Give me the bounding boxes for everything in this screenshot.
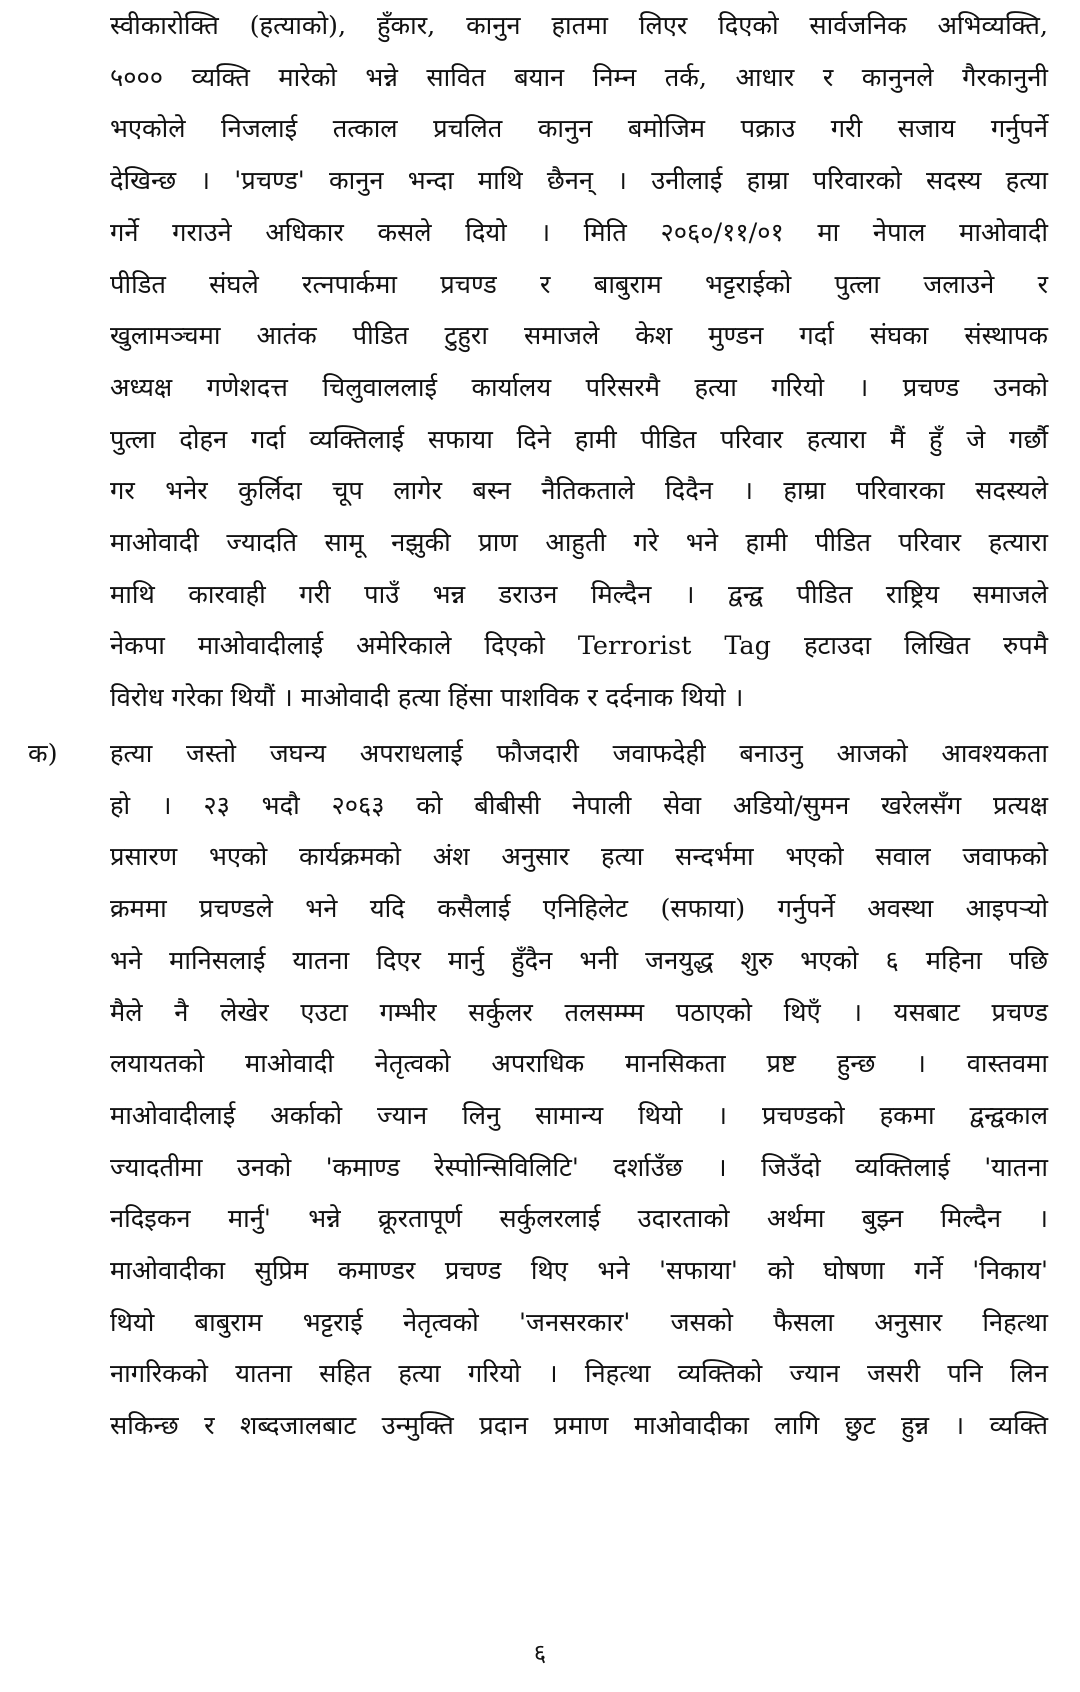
text-line: देखिन्छ । 'प्रचण्ड' कानुन भन्दा माथि छैनन् । उनीलाई हाम्रा परिवारको सदस्य हत्या <box>110 166 1048 197</box>
text-line: गर्ने गराउने अधिकार कसले दियो । मिति २०६०/११/०१ मा नेपाल माओवादी <box>110 217 1048 248</box>
paragraph-continued <box>110 6 1048 730</box>
text-line: भएकोले निजलाई तत्काल प्रचलित कानुन बमोजिम पक्राउ गरी सजाय गर्नुपर्ने <box>110 114 1048 145</box>
text-line: क्रममा प्रचण्डले भने यदि कसैलाई एनिहिलेट (सफाया) गर्नुपर्ने अवस्था आइपऱ्यो <box>110 894 1048 925</box>
text-line: माओवादी ज्यादति सामू नझुकी प्राण आहुती गरे भने हामी पीडित परिवार हत्यारा <box>110 528 1048 558</box>
text-line: थियो बाबुराम भट्टराई नेतृत्वको 'जनसरकार' जसको फैसला अनुसार निहत्था <box>110 1307 1048 1338</box>
text-line: प्रसारण भएको कार्यक्रमको अंश अनुसार हत्या सन्दर्भमा भएको सवाल जवाफको <box>110 842 1048 873</box>
text-line: माथि कारवाही गरी पाउँ भन्न डराउन मिल्दैन । द्वन्द्व पीडित राष्ट्रिय समाजले <box>110 579 1048 610</box>
text-line: स्वीकारोक्ति (हत्याको), हुँकार, कानुन हातमा लिएर दिएको सार्वजनिक अभिव्यक्ति, <box>110 11 1048 41</box>
text-line: विरोध गरेका थियौं । माओवादी हत्या हिंसा पाशविक र दर्दनाक थियो । <box>110 683 744 714</box>
text-line: पुत्ला दोहन गर्दा व्यक्तिलाई सफाया दिने हामी पीडित परिवार हत्यारा मैं हुँ जे गर्छौ <box>110 424 1048 455</box>
text-line: सकिन्छ र शब्दजालबाट उन्मुक्ति प्रदान प्रमाण माओवादीका लागि छुट हुन्न । व्यक्ति <box>110 1411 1048 1442</box>
text-line: खुलामञ्चमा आतंक पीडित टुहुरा समाजले केश मुण्डन गर्दा संघका संस्थापक <box>110 321 1048 352</box>
text-line: माओवादीका सुप्रिम कमाण्डर प्रचण्ड थिए भने 'सफाया' को घोषणा गर्ने 'निकाय' <box>110 1256 1048 1286</box>
text-line: ज्यादतीमा उनको 'कमाण्ड रेस्पोन्सिविलिटि' दर्शाउँछ । जिउँदो व्यक्तिलाई 'यातना <box>110 1152 1048 1183</box>
text-line: हत्या जस्तो जघन्य अपराधलाई फौजदारी जवाफदेही बनाउनु आजको आवश्यकता <box>110 739 1048 769</box>
text-line: गर भनेर कुर्लिदा चूप लागेर बस्न नैतिकताले दिदैन । हाम्रा परिवारका सदस्यले <box>110 476 1048 507</box>
paragraph-item-ka <box>110 734 1048 1458</box>
list-marker-ka: क) <box>28 739 58 769</box>
text-line: नेकपा माओवादीलाई अमेरिकाले दिएको Terrorist Tag हटाउदा लिखित रुपमै <box>110 631 1048 662</box>
page-number: ६ <box>533 1639 547 1667</box>
text-line: मैले नै लेखेर एउटा गम्भीर सर्कुलर तलसम्म्म पठाएको थिएँ । यसबाट प्रचण्ड <box>110 997 1048 1028</box>
text-line: नदिइकन मार्नु' भन्ने क्रूरतापूर्ण सर्कुलरलाई उदारताको अर्थमा बुझ्न मिल्दैन । <box>110 1204 1048 1235</box>
text-line: भने मानिसलाई यातना दिएर मार्नु हुँदैन भनी जनयुद्ध शुरु भएको ६ महिना पछि <box>110 945 1048 976</box>
text-line: नागरिकको यातना सहित हत्या गरियो । निहत्था व्यक्तिको ज्यान जसरी पनि लिन <box>110 1359 1048 1390</box>
text-line: माओवादीलाई अर्काको ज्यान लिनु सामान्य थियो । प्रचण्डको हकमा द्वन्द्वकाल <box>110 1100 1048 1131</box>
text-line: ५००० व्यक्ति मारेको भन्ने सावित बयान निम्न तर्क, आधार र कानुनले गैरकानुनी <box>110 62 1048 93</box>
text-line: पीडित संघले रत्नपार्कमा प्रचण्ड र बाबुराम भट्टराईको पुत्ला जलाउने र <box>110 269 1048 300</box>
text-line: अध्यक्ष गणेशदत्त चिलुवाललाई कार्यालय परिसरमै हत्या गरियो । प्रचण्ड उनको <box>110 372 1048 403</box>
text-line: हो । २३ भदौ २०६३ को बीबीसी नेपाली सेवा अडियो/सुमन खरेलसँग प्रत्यक्ष <box>110 790 1048 821</box>
text-line: लयायतको माओवादी नेतृत्वको अपराधिक मानसिकता प्रष्ट हुन्छ । वास्तवमा <box>110 1049 1048 1080</box>
